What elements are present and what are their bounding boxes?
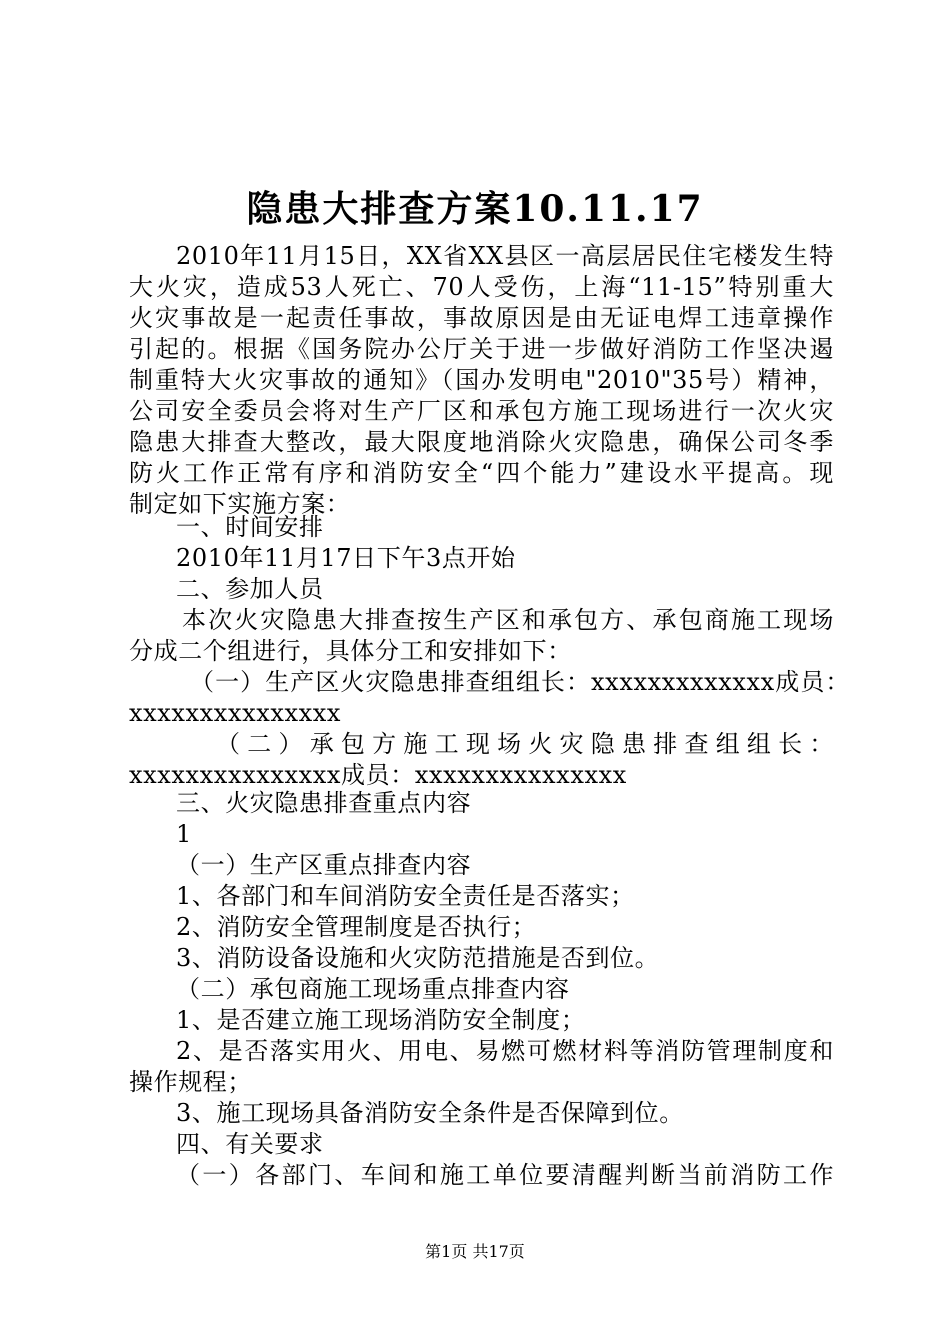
paragraph-line: （一）各部门、车间和施工单位要清醒判断当前消防工作 [176, 1161, 834, 1189]
list-item: 1、是否建立施工现场消防安全制度； [176, 1006, 586, 1034]
subsection-heading: （一）生产区重点排查内容 [176, 851, 472, 879]
paragraph-line: 分成二个组进行，具体分工和安排如下： [129, 637, 572, 665]
paragraph-line: 防火工作正常有序和消防安全“四个能力”建设水平提高。现 [129, 459, 834, 487]
paragraph-line: 隐患大排查大整改，最大限度地消除火灾隐患，确保公司冬季 [129, 428, 834, 456]
list-item: 3、施工现场具备消防安全条件是否保障到位。 [176, 1099, 684, 1127]
paragraph-line: 2010年11月15日，XX省XX县区一高层居民住宅楼发生特 [176, 242, 834, 270]
section-heading: 三、火灾隐患排查重点内容 [176, 789, 472, 817]
list-item: 操作规程； [129, 1068, 252, 1096]
paragraph-line: 火灾事故是一起责任事故，事故原因是由无证电焊工违章操作 [129, 304, 834, 332]
document-title: 隐患大排查方案10.11.17 [246, 188, 704, 230]
section-heading: 一、时间安排 [176, 513, 324, 541]
paragraph-line: 引起的。根据《国务院办公厅关于进一步做好消防工作坚决遏 [129, 335, 834, 363]
paragraph-line: 大火灾，造成53人死亡、70人受伤，上海“11-15”特别重大 [129, 273, 834, 301]
paragraph-line: 本次火灾隐患大排查按生产区和承包方、承包商施工现场 [182, 606, 834, 634]
subsection-heading: （二）承包商施工现场重点排查内容 [176, 975, 570, 1003]
paragraph-line: 公司安全委员会将对生产厂区和承包方施工现场进行一次火灾 [129, 397, 834, 425]
section-heading: 四、有关要求 [176, 1130, 324, 1158]
paragraph-line: （二）承包方施工现场火灾隐患排查组组长： [216, 730, 834, 758]
list-item: 2、是否落实用火、用电、易燃可燃材料等消防管理制度和 [176, 1037, 834, 1065]
paragraph-line: （一）生产区火灾隐患排查组组长：xxxxxxxxxxxxx成员： [190, 668, 850, 696]
paragraph-line: 制定如下实施方案： [129, 490, 351, 518]
page-footer: 第1页 共17页 [425, 1242, 525, 1261]
list-item: 3、消防设备设施和火灾防范措施是否到位。 [176, 944, 660, 972]
paragraph-line: xxxxxxxxxxxxxxx成员：xxxxxxxxxxxxxxx [129, 761, 627, 789]
list-item: 1、各部门和车间消防安全责任是否落实； [176, 882, 635, 910]
section-heading: 二、参加人员 [176, 575, 324, 603]
list-item: 2、消防安全管理制度是否执行； [176, 913, 537, 941]
paragraph-line: 制重特大火灾事故的通知》（国办发明电"2010"35号）精神， [129, 366, 834, 394]
paragraph-line: 2010年11月17日下午3点开始 [176, 544, 516, 572]
paragraph-line: xxxxxxxxxxxxxxx [129, 699, 342, 727]
paragraph-line: 1 [176, 820, 192, 848]
